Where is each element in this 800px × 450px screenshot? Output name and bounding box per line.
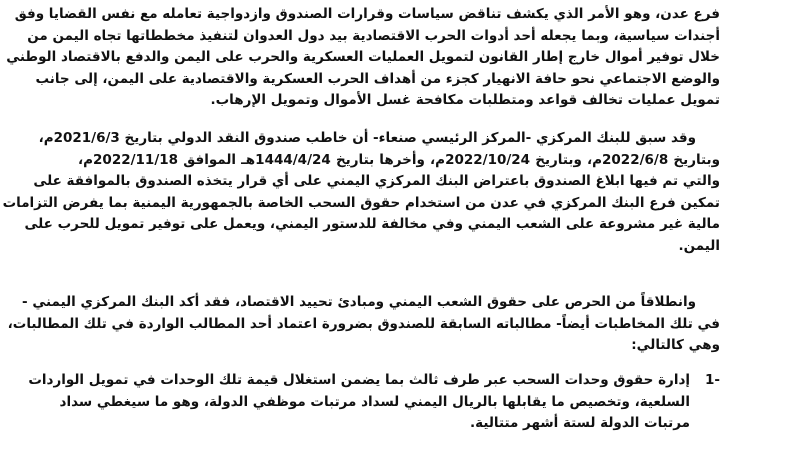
list-item-body [28, 370, 690, 435]
paragraph-previous-correspondence [2, 128, 721, 257]
text-line: أجندات سياسية، وبما يجعله أحد أدوات الحرب الاقتصادية بيد دول العدوان لتنفيذ مخططاتها تجاه اليمن من [27, 27, 720, 44]
text-line: إدارة حقوق وحدات السحب عبر طرف ثالث بما يضمن استغلال قيمة تلك الوحدات في تمويل الواردات [28, 372, 690, 388]
text-line: والوضع الاجتماعي نحو حافة الانهيار كجزء من أهداف الحرب العسكرية والاقتصادية على اليمن، إلى جانب [35, 70, 720, 87]
text-line: تمويل عمليات تخالف قواعد ومتطلبات مكافحة غسل الأموال وتمويل الإرهاب. [210, 92, 720, 108]
text-line: والتي تم فيها ابلاغ الصندوق باعتراض البنك المركزي اليمني على أي قرار يتخذه الصندوق بالموافقة على [33, 173, 720, 189]
text-line: في تلك المخاطبات أيضاً- مطالباته السابقة للصندوق بضرورة اعتماد أحد المطالب الواردة في تلك المطالبات، [7, 315, 720, 332]
paragraph-continuation [6, 4, 720, 112]
paragraph-demands [7, 292, 720, 357]
text-line: وانطلاقاً من الحرص على حقوق الشعب اليمني ومبادئ تحييد الاقتصاد، فقد أكد البنك المركزي اليمني - [22, 294, 696, 310]
text-line: اليمن. [678, 237, 720, 254]
text-line: وقد سبق للبنك المركزي -المركز الرئيسي صنعاء- أن خاطب صندوق النقد الدولي بتاريخ 2021/6/3م، [38, 130, 696, 146]
text-line: فرع عدن، وهو الأمر الذي يكشف تناقض سياسات وقرارات الصندوق وازدواجية تعامله مع نفس القضايا وفق [14, 6, 720, 22]
text-line: خلال توفير أموال خارج إطار القانون لتمويل العمليات العسكرية والحرب على اليمن والدفع بالاقتصاد الوطني [6, 49, 720, 65]
document-page [2, 0, 721, 450]
text-line: تمكين فرع البنك المركزي في عدن من استخدام حقوق السحب الخاصة بالجمهورية اليمنية بما يفرض التزامات [2, 194, 720, 211]
text-line: مرتبات الدولة لستة أشهر متتالية. [470, 415, 690, 431]
text-line: وهي كالتالي: [631, 337, 720, 353]
list-item-number: 1- [705, 372, 720, 388]
text-line: مالية غير مشروعة على الشعب اليمني وفي مخالفة للدستور اليمني، ويعمل على توفير تمويل للحرب على [24, 216, 720, 232]
text-line: وبتاريخ 2022/6/8م، وبتاريخ 2022/10/24م، وأخرها بتاريخ 1444/4/24هـ الموافق 2022/11/18م، [78, 151, 721, 168]
text-line: السلعية، وتخصيص ما يقابلها بالريال اليمني لسداد مرتبات موظفي الدولة، وهو ما سيغطي سداد [59, 393, 690, 410]
